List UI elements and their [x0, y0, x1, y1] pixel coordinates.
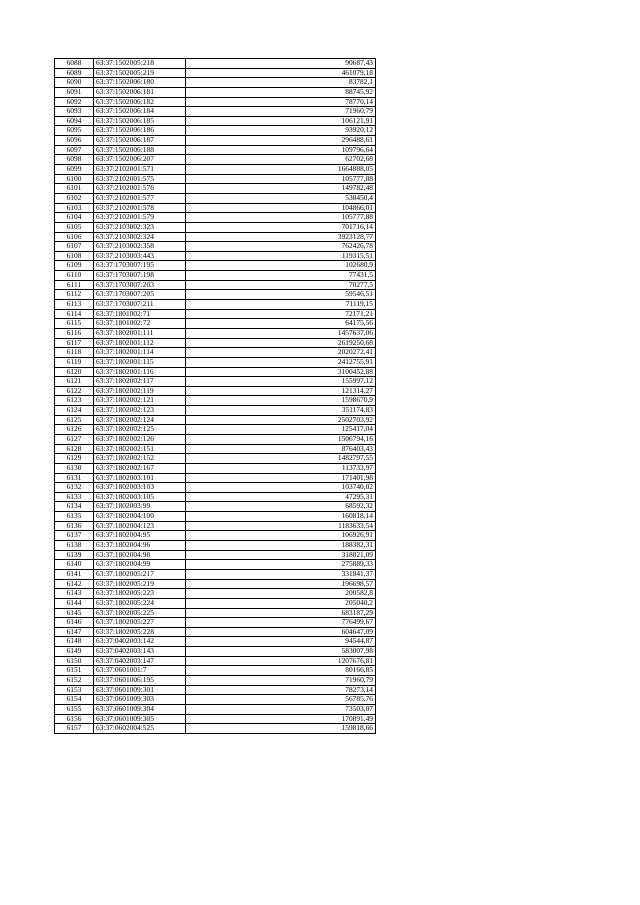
row-number-cell: 6154 [55, 695, 94, 705]
value-cell: 93920,12 [186, 126, 376, 136]
cadastral-number-cell: 63:37:1802002:124 [94, 415, 186, 425]
value-cell: 119315,51 [186, 251, 376, 261]
value-cell: 3923128,77 [186, 232, 376, 242]
value-cell: 876403,43 [186, 444, 376, 454]
value-cell: 80166,85 [186, 666, 376, 676]
row-number-cell: 6122 [55, 386, 94, 396]
value-cell: 64175,56 [186, 319, 376, 329]
row-number-cell: 6134 [55, 502, 94, 512]
row-number-cell: 6108 [55, 251, 94, 261]
table-row [55, 348, 376, 358]
cadastral-number-cell: 63:37:1802004:99 [94, 560, 186, 570]
row-number-cell: 6152 [55, 676, 94, 686]
table-row [55, 695, 376, 705]
cadastral-number-cell: 63:37:2103002:358 [94, 242, 186, 252]
table-row [55, 512, 376, 522]
table-row [55, 406, 376, 416]
row-number-cell: 6126 [55, 425, 94, 435]
cadastral-number-cell: 63:37:1502006:180 [94, 78, 186, 88]
row-number-cell: 6116 [55, 328, 94, 338]
cadastral-number-cell: 63:37:1802004:98 [94, 550, 186, 560]
table-row [55, 666, 376, 676]
row-number-cell: 6117 [55, 338, 94, 348]
table-row [55, 637, 376, 647]
table-row [55, 280, 376, 290]
table-row [55, 550, 376, 560]
cadastral-number-cell: 63:37:0602004:525 [94, 724, 186, 734]
value-cell: 62702,68 [186, 155, 376, 165]
value-cell: 2502703,92 [186, 415, 376, 425]
value-cell: 2412755,91 [186, 357, 376, 367]
table-row [55, 627, 376, 637]
table-row [55, 290, 376, 300]
cadastral-number-cell: 63:37:1802001:112 [94, 338, 186, 348]
cadastral-number-cell: 63:37:1802002:126 [94, 434, 186, 444]
table-row [55, 492, 376, 502]
row-number-cell: 6120 [55, 367, 94, 377]
table-row [55, 136, 376, 146]
value-cell: 2020272,41 [186, 348, 376, 358]
value-cell: 78273,14 [186, 685, 376, 695]
row-number-cell: 6139 [55, 550, 94, 560]
row-number-cell: 6156 [55, 714, 94, 724]
value-cell: 113733,97 [186, 463, 376, 473]
table-row [55, 145, 376, 155]
row-number-cell: 6143 [55, 589, 94, 599]
value-cell: 205040,2 [186, 598, 376, 608]
row-number-cell: 6135 [55, 512, 94, 522]
cadastral-number-cell: 63:37:1802005:224 [94, 598, 186, 608]
row-number-cell: 6124 [55, 406, 94, 416]
cadastral-number-cell: 63:37:1703007:205 [94, 290, 186, 300]
value-cell: 103740,02 [186, 483, 376, 493]
value-cell: 1598670,9 [186, 396, 376, 406]
table-row [55, 213, 376, 223]
cadastral-number-cell: 63:37:1802004:123 [94, 521, 186, 531]
value-cell: 171401,98 [186, 473, 376, 483]
table-row [55, 704, 376, 714]
row-number-cell: 6140 [55, 560, 94, 570]
cadastral-number-cell: 63:37:1802004:96 [94, 541, 186, 551]
cadastral-number-cell: 63:37:2103002:323 [94, 222, 186, 232]
value-cell: 88745,92 [186, 87, 376, 97]
cadastral-number-cell: 63:37:1802002:117 [94, 377, 186, 387]
row-number-cell: 6137 [55, 531, 94, 541]
row-number-cell: 6127 [55, 434, 94, 444]
row-number-cell: 6105 [55, 222, 94, 232]
row-number-cell: 6095 [55, 126, 94, 136]
cadastral-number-cell: 63:37:1802001:116 [94, 367, 186, 377]
row-number-cell: 6093 [55, 107, 94, 117]
cadastral-number-cell: 63:37:1802005:228 [94, 627, 186, 637]
row-number-cell: 6111 [55, 280, 94, 290]
table-row [55, 87, 376, 97]
cadastral-number-cell: 63:37:1802004:95 [94, 531, 186, 541]
value-cell: 90687,43 [186, 59, 376, 69]
table-row [55, 386, 376, 396]
cadastral-number-cell: 63:37:1802001:114 [94, 348, 186, 358]
table-row [55, 569, 376, 579]
table-row [55, 396, 376, 406]
cadastral-number-cell: 63:37:1502006:184 [94, 107, 186, 117]
value-cell: 604647,09 [186, 627, 376, 637]
row-number-cell: 6128 [55, 444, 94, 454]
table-row [55, 647, 376, 657]
table-row [55, 454, 376, 464]
table-row [55, 184, 376, 194]
table-row [55, 300, 376, 310]
table-row [55, 377, 376, 387]
table-row [55, 78, 376, 88]
table-row [55, 338, 376, 348]
row-number-cell: 6090 [55, 78, 94, 88]
row-number-cell: 6109 [55, 261, 94, 271]
value-cell: 2619250,68 [186, 338, 376, 348]
table-row [55, 68, 376, 78]
value-cell: 47295,31 [186, 492, 376, 502]
value-cell: 200582,8 [186, 589, 376, 599]
value-cell: 188382,31 [186, 541, 376, 551]
row-number-cell: 6133 [55, 492, 94, 502]
value-cell: 70277,5 [186, 280, 376, 290]
row-number-cell: 6100 [55, 174, 94, 184]
cadastral-number-cell: 63:37:1802002:121 [94, 396, 186, 406]
table-row [55, 521, 376, 531]
cadastral-number-cell: 63:37:0601006:195 [94, 676, 186, 686]
table-row [55, 367, 376, 377]
cadastral-number-cell: 63:37:2103002:324 [94, 232, 186, 242]
row-number-cell: 6157 [55, 724, 94, 734]
row-number-cell: 6142 [55, 579, 94, 589]
row-number-cell: 6155 [55, 704, 94, 714]
table-row [55, 598, 376, 608]
table-row [55, 251, 376, 261]
value-cell: 776499,67 [186, 618, 376, 628]
value-cell: 102680,9 [186, 261, 376, 271]
table-row [55, 203, 376, 213]
value-cell: 125417,04 [186, 425, 376, 435]
value-cell: 155997,12 [186, 377, 376, 387]
cadastral-number-cell: 63:37:1802005:225 [94, 608, 186, 618]
table-row [55, 502, 376, 512]
value-cell: 72171,21 [186, 309, 376, 319]
value-cell: 121314,27 [186, 386, 376, 396]
cadastral-number-cell: 63:37:1703007:211 [94, 300, 186, 310]
row-number-cell: 6141 [55, 569, 94, 579]
row-number-cell: 6098 [55, 155, 94, 165]
table-row [55, 656, 376, 666]
value-cell: 275889,33 [186, 560, 376, 570]
table-row [55, 463, 376, 473]
row-number-cell: 6121 [55, 377, 94, 387]
row-number-cell: 6148 [55, 637, 94, 647]
value-cell: 77431,5 [186, 271, 376, 281]
table-row [55, 618, 376, 628]
row-number-cell: 6115 [55, 319, 94, 329]
value-cell: 196698,57 [186, 579, 376, 589]
row-number-cell: 6094 [55, 116, 94, 126]
table-row [55, 579, 376, 589]
cadastral-number-cell: 63:37:1802001:111 [94, 328, 186, 338]
cadastral-number-cell: 63:37:1502006:188 [94, 145, 186, 155]
value-cell: 701716,14 [186, 222, 376, 232]
table-row [55, 473, 376, 483]
value-cell: 461079,18 [186, 68, 376, 78]
value-cell: 73503,07 [186, 704, 376, 714]
row-number-cell: 6118 [55, 348, 94, 358]
value-cell: 538450,4 [186, 193, 376, 203]
cadastral-number-cell: 63:37:1802002:123 [94, 406, 186, 416]
value-cell: 351174,83 [186, 406, 376, 416]
table-row [55, 714, 376, 724]
cadastral-number-cell: 63:37:0402003:142 [94, 637, 186, 647]
row-number-cell: 6088 [55, 59, 94, 69]
value-cell: 105777,88 [186, 174, 376, 184]
cadastral-number-cell: 63:37:0601001:7 [94, 666, 186, 676]
value-cell: 1457637,06 [186, 328, 376, 338]
table-row [55, 232, 376, 242]
cadastral-number-cell: 63:37:1802005:219 [94, 579, 186, 589]
cadastral-number-cell: 63:37:1502006:207 [94, 155, 186, 165]
row-number-cell: 6112 [55, 290, 94, 300]
cadastral-number-cell: 63:37:1802002:151 [94, 444, 186, 454]
cadastral-number-cell: 63:37:0601009:305 [94, 714, 186, 724]
table-row [55, 589, 376, 599]
table-row [55, 165, 376, 175]
cadastral-number-cell: 63:37:1502006:181 [94, 87, 186, 97]
value-cell: 83782,1 [186, 78, 376, 88]
row-number-cell: 6103 [55, 203, 94, 213]
value-cell: 1506794,16 [186, 434, 376, 444]
value-cell: 106121,91 [186, 116, 376, 126]
cadastral-number-cell: 63:37:1502005:218 [94, 59, 186, 69]
cadastral-number-cell: 63:37:1502006:185 [94, 116, 186, 126]
table-row [55, 676, 376, 686]
cadastral-number-cell: 63:37:1801002:71 [94, 309, 186, 319]
table-row [55, 328, 376, 338]
row-number-cell: 6097 [55, 145, 94, 155]
table-row [55, 319, 376, 329]
value-cell: 71960,79 [186, 107, 376, 117]
row-number-cell: 6089 [55, 68, 94, 78]
value-cell: 1664888,05 [186, 165, 376, 175]
cadastral-number-cell: 63:37:1802002:125 [94, 425, 186, 435]
row-number-cell: 6107 [55, 242, 94, 252]
value-cell: 160818,14 [186, 512, 376, 522]
value-cell: 583007,98 [186, 647, 376, 657]
table-row [55, 126, 376, 136]
row-number-cell: 6091 [55, 87, 94, 97]
cadastral-number-cell: 63:37:2102001:577 [94, 193, 186, 203]
table-row [55, 724, 376, 734]
cadastral-number-cell: 63:37:1802005:217 [94, 569, 186, 579]
value-cell: 105777,88 [186, 213, 376, 223]
table-row [55, 107, 376, 117]
value-cell: 56785,76 [186, 695, 376, 705]
cadastral-number-cell: 63:37:0601009:303 [94, 695, 186, 705]
row-number-cell: 6146 [55, 618, 94, 628]
table-row [55, 483, 376, 493]
cadastral-number-cell: 63:37:1802005:223 [94, 589, 186, 599]
cadastral-number-cell: 63:37:1801002:72 [94, 319, 186, 329]
table-row [55, 685, 376, 695]
row-number-cell: 6145 [55, 608, 94, 618]
cadastral-number-cell: 63:37:1802002:167 [94, 463, 186, 473]
cadastral-number-cell: 63:37:1502006:186 [94, 126, 186, 136]
row-number-cell: 6150 [55, 656, 94, 666]
value-cell: 1207676,81 [186, 656, 376, 666]
cadastral-number-cell: 63:37:1802002:119 [94, 386, 186, 396]
value-cell: 68592,32 [186, 502, 376, 512]
value-cell: 1183633,54 [186, 521, 376, 531]
value-cell: 318821,09 [186, 550, 376, 560]
value-cell: 170891,49 [186, 714, 376, 724]
cadastral-number-cell: 63:37:1703007:203 [94, 280, 186, 290]
cadastral-number-cell: 63:37:0402003:143 [94, 647, 186, 657]
value-cell: 59546,51 [186, 290, 376, 300]
value-cell: 78770,14 [186, 97, 376, 107]
row-number-cell: 6129 [55, 454, 94, 464]
cadastral-number-cell: 63:37:1703007:198 [94, 271, 186, 281]
value-cell: 94544,87 [186, 637, 376, 647]
value-cell: 71119,15 [186, 300, 376, 310]
cadastral-number-cell: 63:37:2102001:579 [94, 213, 186, 223]
value-cell: 3100452,88 [186, 367, 376, 377]
row-number-cell: 6119 [55, 357, 94, 367]
row-number-cell: 6123 [55, 396, 94, 406]
row-number-cell: 6131 [55, 473, 94, 483]
row-number-cell: 6132 [55, 483, 94, 493]
row-number-cell: 6110 [55, 271, 94, 281]
value-cell: 159818,66 [186, 724, 376, 734]
value-cell: 109796,64 [186, 145, 376, 155]
row-number-cell: 6149 [55, 647, 94, 657]
row-number-cell: 6130 [55, 463, 94, 473]
cadastral-number-cell: 63:37:1802003:101 [94, 473, 186, 483]
table-row [55, 309, 376, 319]
table-row [55, 261, 376, 271]
row-number-cell: 6099 [55, 165, 94, 175]
row-number-cell: 6136 [55, 521, 94, 531]
row-number-cell: 6144 [55, 598, 94, 608]
cadastral-number-cell: 63:37:0601009:301 [94, 685, 186, 695]
value-cell: 71960,79 [186, 676, 376, 686]
cadastral-number-cell: 63:37:1802003:103 [94, 483, 186, 493]
row-number-cell: 6153 [55, 685, 94, 695]
cadastral-number-cell: 63:37:0601009:304 [94, 704, 186, 714]
row-number-cell: 6096 [55, 136, 94, 146]
cadastral-number-cell: 63:37:1703007:195 [94, 261, 186, 271]
row-number-cell: 6104 [55, 213, 94, 223]
value-cell: 104866,01 [186, 203, 376, 213]
table-body [55, 59, 376, 734]
value-cell: 149782,48 [186, 184, 376, 194]
value-cell: 762426,78 [186, 242, 376, 252]
cadastral-number-cell: 63:37:1802003:99 [94, 502, 186, 512]
row-number-cell: 6113 [55, 300, 94, 310]
table-row [55, 425, 376, 435]
row-number-cell: 6151 [55, 666, 94, 676]
table-row [55, 271, 376, 281]
cadastral-number-cell: 63:37:0402003:147 [94, 656, 186, 666]
row-number-cell: 6102 [55, 193, 94, 203]
row-number-cell: 6114 [55, 309, 94, 319]
table-row [55, 242, 376, 252]
table-row [55, 608, 376, 618]
table-row [55, 59, 376, 69]
cadastral-number-cell: 63:37:1502005:219 [94, 68, 186, 78]
table-row [55, 560, 376, 570]
value-cell: 1482797,55 [186, 454, 376, 464]
cadastral-number-cell: 63:37:1502006:187 [94, 136, 186, 146]
cadastral-number-cell: 63:37:1802003:105 [94, 492, 186, 502]
cadastral-number-cell: 63:37:1802001:115 [94, 357, 186, 367]
table-row [55, 116, 376, 126]
table-row [55, 155, 376, 165]
value-cell: 296488,61 [186, 136, 376, 146]
cadastral-number-cell: 63:37:1802004:100 [94, 512, 186, 522]
table-row [55, 434, 376, 444]
value-cell: 331841,37 [186, 569, 376, 579]
row-number-cell: 6092 [55, 97, 94, 107]
table-row [55, 222, 376, 232]
table-row [55, 97, 376, 107]
data-table [54, 58, 376, 734]
row-number-cell: 6125 [55, 415, 94, 425]
row-number-cell: 6101 [55, 184, 94, 194]
table-row [55, 444, 376, 454]
cadastral-number-cell: 63:37:2102001:571 [94, 165, 186, 175]
cadastral-number-cell: 63:37:2102001:576 [94, 184, 186, 194]
table-row [55, 541, 376, 551]
cadastral-number-cell: 63:37:1802002:152 [94, 454, 186, 464]
table-row [55, 357, 376, 367]
table-row [55, 415, 376, 425]
row-number-cell: 6147 [55, 627, 94, 637]
row-number-cell: 6106 [55, 232, 94, 242]
cadastral-number-cell: 63:37:1502006:182 [94, 97, 186, 107]
cadastral-number-cell: 63:37:1802005:227 [94, 618, 186, 628]
cadastral-number-cell: 63:37:2102001:575 [94, 174, 186, 184]
row-number-cell: 6138 [55, 541, 94, 551]
table-row [55, 193, 376, 203]
cadastral-number-cell: 63:37:2103003:443 [94, 251, 186, 261]
cadastral-number-cell: 63:37:2102001:578 [94, 203, 186, 213]
table-row [55, 531, 376, 541]
value-cell: 683187,29 [186, 608, 376, 618]
value-cell: 106926,91 [186, 531, 376, 541]
table-row [55, 174, 376, 184]
